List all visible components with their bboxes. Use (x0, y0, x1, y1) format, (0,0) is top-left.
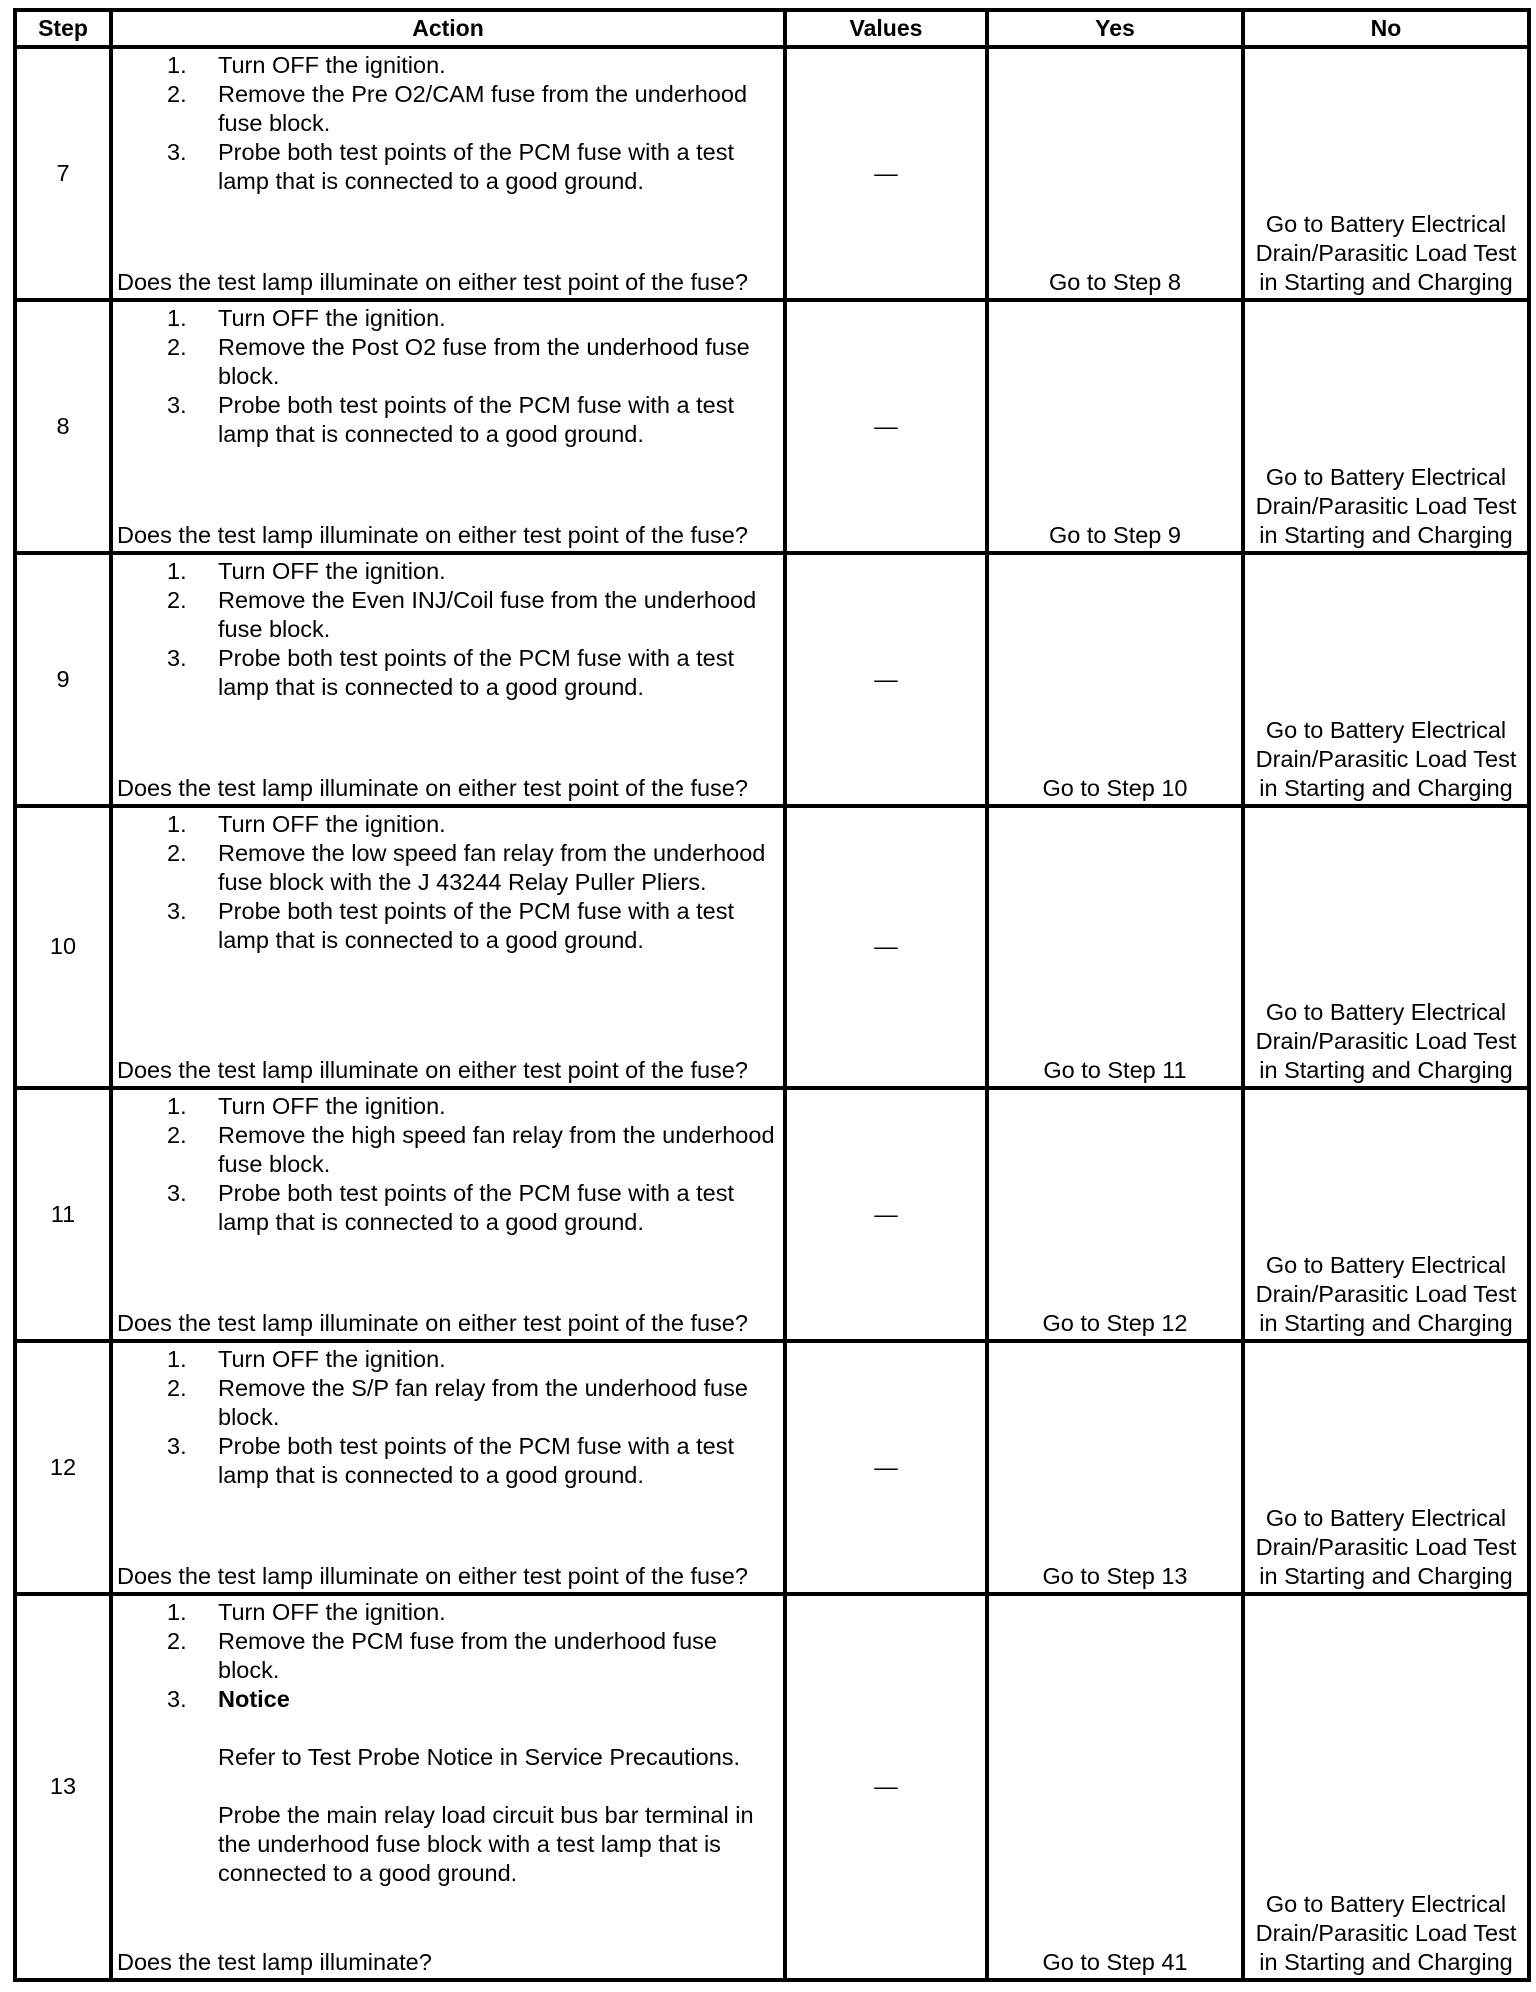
list-item: 2. Remove the high speed fan relay from the underhood fuse block. (167, 1121, 775, 1177)
question-text: Does the test lamp illuminate on either test point of the fuse? (117, 1309, 748, 1336)
probe-instruction: Probe the main relay load circuit bus bar terminal in the underhood fuse block with a test lamp that is connected to a good ground. (218, 1801, 754, 1886)
list-item: 3. Probe both test points of the PCM fuse with a test lamp that is connected to a good ground. (167, 391, 734, 447)
values-cell: — (785, 806, 987, 1088)
header-row (15, 10, 1529, 47)
step-number: 11 (15, 1088, 111, 1341)
list-item: 2. Remove the Post O2 fuse from the underhood fuse block. (167, 333, 750, 389)
action-list (117, 304, 777, 449)
no-cell: Go to Battery Electrical Drain/Parasitic Load Test in Starting and Charging (1243, 553, 1529, 806)
no-cell: Go to Battery Electrical Drain/Parasitic Load Test in Starting and Charging (1243, 1341, 1529, 1594)
action-cell (111, 1594, 785, 1980)
header-yes: Yes (987, 10, 1243, 47)
list-item: 2. Remove the Even INJ/Coil fuse from the underhood fuse block. (167, 586, 757, 642)
list-item: 2. Remove the low speed fan relay from the underhood fuse block with the J 43244 Relay Puller Pliers. (167, 839, 766, 895)
list-item: 2. Remove the PCM fuse from the underhood fuse block. (167, 1627, 717, 1683)
no-cell: Go to Battery Electrical Drain/Parasitic Load Test in Starting and Charging (1243, 1088, 1529, 1341)
action-list (117, 51, 777, 196)
step-number: 9 (15, 553, 111, 806)
list-item: 3. Probe both test points of the PCM fuse with a test lamp that is connected to a good ground. (167, 1179, 734, 1235)
values-cell: — (785, 300, 987, 553)
step-number: 10 (15, 806, 111, 1088)
table-row (15, 553, 1529, 806)
action-list (117, 1345, 777, 1490)
yes-cell: Go to Step 9 (987, 300, 1243, 553)
no-cell: Go to Battery Electrical Drain/Parasitic Load Test in Starting and Charging (1243, 1594, 1529, 1980)
table-row (15, 1088, 1529, 1341)
action-list (117, 557, 777, 702)
yes-cell: Go to Step 10 (987, 553, 1243, 806)
list-item: 3. Probe both test points of the PCM fuse with a test lamp that is connected to a good ground. (167, 139, 734, 194)
values-cell: — (785, 1341, 987, 1594)
values-cell: — (785, 553, 987, 806)
no-cell: Go to Battery Electrical Drain/Parasitic Load Test in Starting and Charging (1243, 300, 1529, 553)
values-cell: — (785, 47, 987, 300)
step-number: 12 (15, 1341, 111, 1594)
action-cell (111, 47, 785, 300)
header-action: Action (111, 10, 785, 47)
values-cell: — (785, 1594, 987, 1980)
question-text: Does the test lamp illuminate on either test point of the fuse? (117, 1056, 748, 1083)
list-item: 1. Turn OFF the ignition. (167, 557, 446, 584)
action-cell (111, 553, 785, 806)
list-item: 1. Turn OFF the ignition. (167, 1092, 446, 1119)
list-item: 2. Remove the Pre O2/CAM fuse from the underhood fuse block. (167, 81, 748, 136)
action-list (117, 1598, 777, 1888)
header-step: Step (15, 10, 111, 47)
header-no: No (1243, 10, 1529, 47)
table-row (15, 47, 1529, 300)
step-number: 13 (15, 1594, 111, 1980)
action-cell (111, 1341, 785, 1594)
step-number: 8 (15, 300, 111, 553)
action-list (117, 810, 777, 955)
action-list (117, 1092, 777, 1237)
question-text: Does the test lamp illuminate on either test point of the fuse? (117, 268, 748, 295)
notice-text: Refer to Test Probe Notice in Service Precautions. (218, 1743, 741, 1770)
question-text: Does the test lamp illuminate on either test point of the fuse? (117, 521, 748, 548)
list-item: 1. Turn OFF the ignition. (167, 1598, 446, 1625)
list-item: 1. Turn OFF the ignition. (167, 810, 446, 837)
no-cell: Go to Battery Electrical Drain/Parasitic Load Test in Starting and Charging (1243, 806, 1529, 1088)
list-item: 1. Turn OFF the ignition. (167, 52, 446, 78)
yes-cell: Go to Step 8 (987, 47, 1243, 300)
diagnostic-table (13, 8, 1531, 1982)
yes-cell: Go to Step 41 (987, 1594, 1243, 1980)
yes-cell: Go to Step 13 (987, 1341, 1243, 1594)
table-row (15, 1341, 1529, 1594)
list-item: 2. Remove the S/P fan relay from the underhood fuse block. (167, 1374, 748, 1430)
yes-cell: Go to Step 12 (987, 1088, 1243, 1341)
header-values: Values (785, 10, 987, 47)
question-text: Does the test lamp illuminate on either test point of the fuse? (117, 1562, 748, 1589)
list-item: 1. Turn OFF the ignition. (167, 1345, 446, 1372)
table-row (15, 806, 1529, 1088)
question-text: Does the test lamp illuminate? (117, 1949, 432, 1975)
action-cell (111, 1088, 785, 1341)
list-item: 3. Probe both test points of the PCM fuse with a test lamp that is connected to a good ground. (167, 897, 734, 953)
list-item: 3. Notice Refer to Test Probe Notice in Service Precautions. Probe the main relay load circuit bus bar terminal in the underhood fuse block with a test lamp that is connected to a good ground. (117, 1685, 777, 1888)
notice-label: Notice (218, 1685, 290, 1712)
action-cell (111, 300, 785, 553)
table-row (15, 300, 1529, 553)
list-item: 3. Probe both test points of the PCM fuse with a test lamp that is connected to a good ground. (167, 1432, 734, 1488)
yes-cell: Go to Step 11 (987, 806, 1243, 1088)
table-row (15, 1594, 1529, 1980)
no-cell: Go to Battery Electrical Drain/Parasitic Load Test in Starting and Charging (1243, 47, 1529, 300)
values-cell: — (785, 1088, 987, 1341)
list-item: 1. Turn OFF the ignition. (167, 304, 446, 331)
step-number: 7 (15, 47, 111, 300)
list-item: 3. Probe both test points of the PCM fuse with a test lamp that is connected to a good ground. (167, 644, 734, 700)
question-text: Does the test lamp illuminate on either test point of the fuse? (117, 774, 748, 801)
action-cell (111, 806, 785, 1088)
